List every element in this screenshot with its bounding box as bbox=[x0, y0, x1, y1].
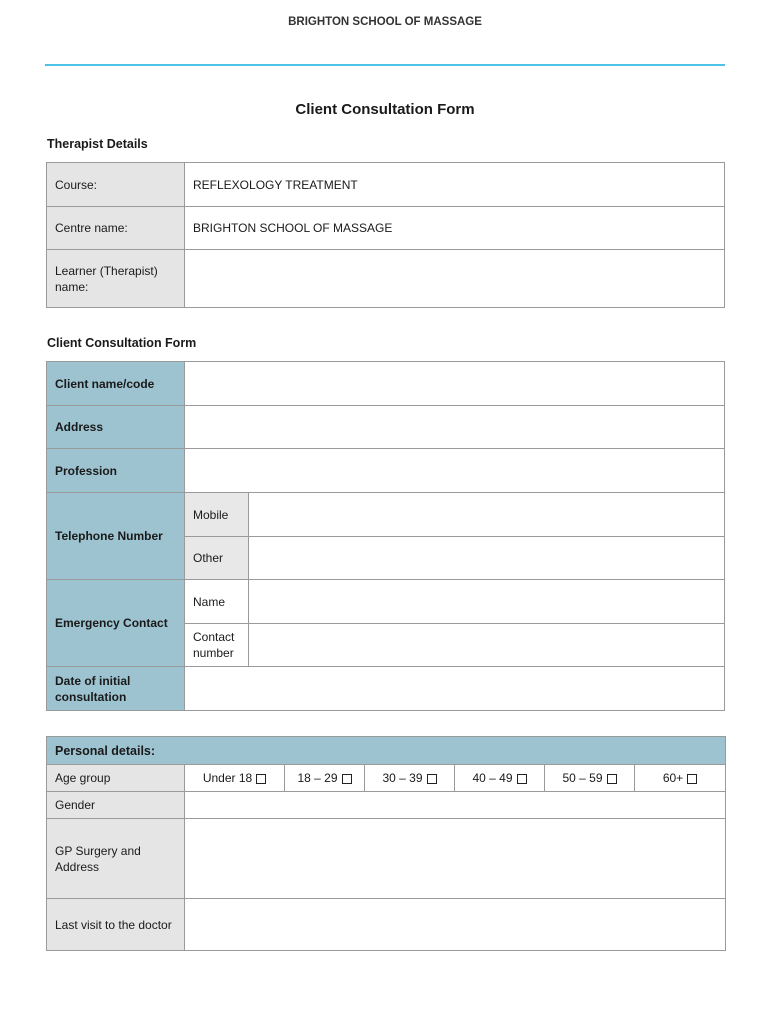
age-option-60-plus[interactable] bbox=[635, 765, 726, 792]
age-option-30-39[interactable] bbox=[365, 765, 455, 792]
age-option-label: 50 – 59 bbox=[562, 771, 603, 785]
other-phone-field[interactable] bbox=[249, 537, 725, 580]
checkbox-icon[interactable] bbox=[687, 774, 697, 784]
last-doctor-visit-field[interactable] bbox=[185, 899, 726, 951]
age-option-label: 18 – 29 bbox=[297, 771, 338, 785]
table-row bbox=[47, 163, 725, 207]
age-group-label: Age group bbox=[47, 765, 185, 792]
address-label: Address bbox=[47, 406, 185, 449]
therapist-details-table bbox=[46, 162, 725, 308]
age-option-18-29[interactable] bbox=[285, 765, 365, 792]
centre-name-value[interactable]: BRIGHTON SCHOOL OF MASSAGE bbox=[185, 207, 725, 250]
table-row bbox=[47, 207, 725, 250]
table-row bbox=[47, 899, 726, 951]
therapist-details-heading: Therapist Details bbox=[47, 137, 148, 151]
age-option-50-59[interactable] bbox=[545, 765, 635, 792]
gp-surgery-label: GP Surgery and Address bbox=[47, 819, 185, 899]
course-value[interactable]: REFLEXOLOGY TREATMENT bbox=[185, 163, 725, 207]
client-consultation-heading: Client Consultation Form bbox=[47, 336, 197, 350]
course-label: Course: bbox=[47, 163, 185, 207]
gender-label: Gender bbox=[47, 792, 185, 819]
emergency-name-label: Name bbox=[185, 580, 249, 624]
age-option-40-49[interactable] bbox=[455, 765, 545, 792]
telephone-number-label: Telephone Number bbox=[47, 493, 185, 580]
gender-field[interactable] bbox=[185, 792, 726, 819]
header-rule bbox=[45, 64, 725, 66]
table-row bbox=[47, 792, 726, 819]
personal-details-heading: Personal details: bbox=[47, 737, 726, 765]
table-row bbox=[47, 250, 725, 308]
other-phone-label: Other bbox=[185, 537, 249, 580]
checkbox-icon[interactable] bbox=[256, 774, 266, 784]
checkbox-icon[interactable] bbox=[607, 774, 617, 784]
profession-label: Profession bbox=[47, 449, 185, 493]
mobile-label: Mobile bbox=[185, 493, 249, 537]
document-title: Client Consultation Form bbox=[295, 101, 475, 118]
mobile-field[interactable] bbox=[249, 493, 725, 537]
age-option-label: 40 – 49 bbox=[472, 771, 513, 785]
table-row bbox=[47, 819, 726, 899]
last-doctor-visit-label: Last visit to the doctor bbox=[47, 899, 185, 951]
profession-field[interactable] bbox=[185, 449, 725, 493]
initial-consultation-date-label: Date of initial consultation bbox=[47, 667, 185, 711]
personal-details-table bbox=[46, 736, 726, 951]
table-row bbox=[47, 406, 725, 449]
table-row bbox=[47, 667, 725, 711]
client-name-field[interactable] bbox=[185, 362, 725, 406]
table-row bbox=[47, 362, 725, 406]
checkbox-icon[interactable] bbox=[517, 774, 527, 784]
client-details-table bbox=[46, 361, 725, 711]
emergency-number-label: Contact number bbox=[185, 624, 249, 667]
age-option-label: Under 18 bbox=[202, 771, 253, 785]
client-name-label: Client name/code bbox=[47, 362, 185, 406]
initial-consultation-date-field[interactable] bbox=[185, 667, 725, 711]
table-row bbox=[47, 580, 725, 624]
table-row bbox=[47, 765, 726, 792]
checkbox-icon[interactable] bbox=[342, 774, 352, 784]
learner-name-label: Learner (Therapist) name: bbox=[47, 250, 185, 308]
learner-name-field[interactable] bbox=[185, 250, 725, 308]
age-option-under-18[interactable] bbox=[185, 765, 285, 792]
table-row bbox=[47, 493, 725, 537]
age-option-label: 60+ bbox=[662, 771, 684, 785]
header-title: BRIGHTON SCHOOL OF MASSAGE bbox=[288, 16, 482, 28]
centre-name-label: Centre name: bbox=[47, 207, 185, 250]
table-row bbox=[47, 449, 725, 493]
emergency-contact-label: Emergency Contact bbox=[47, 580, 185, 667]
age-option-label: 30 – 39 bbox=[382, 771, 423, 785]
gp-surgery-field[interactable] bbox=[185, 819, 726, 899]
emergency-name-field[interactable] bbox=[249, 580, 725, 624]
address-field[interactable] bbox=[185, 406, 725, 449]
emergency-number-field[interactable] bbox=[249, 624, 725, 667]
table-row bbox=[47, 737, 726, 765]
checkbox-icon[interactable] bbox=[427, 774, 437, 784]
